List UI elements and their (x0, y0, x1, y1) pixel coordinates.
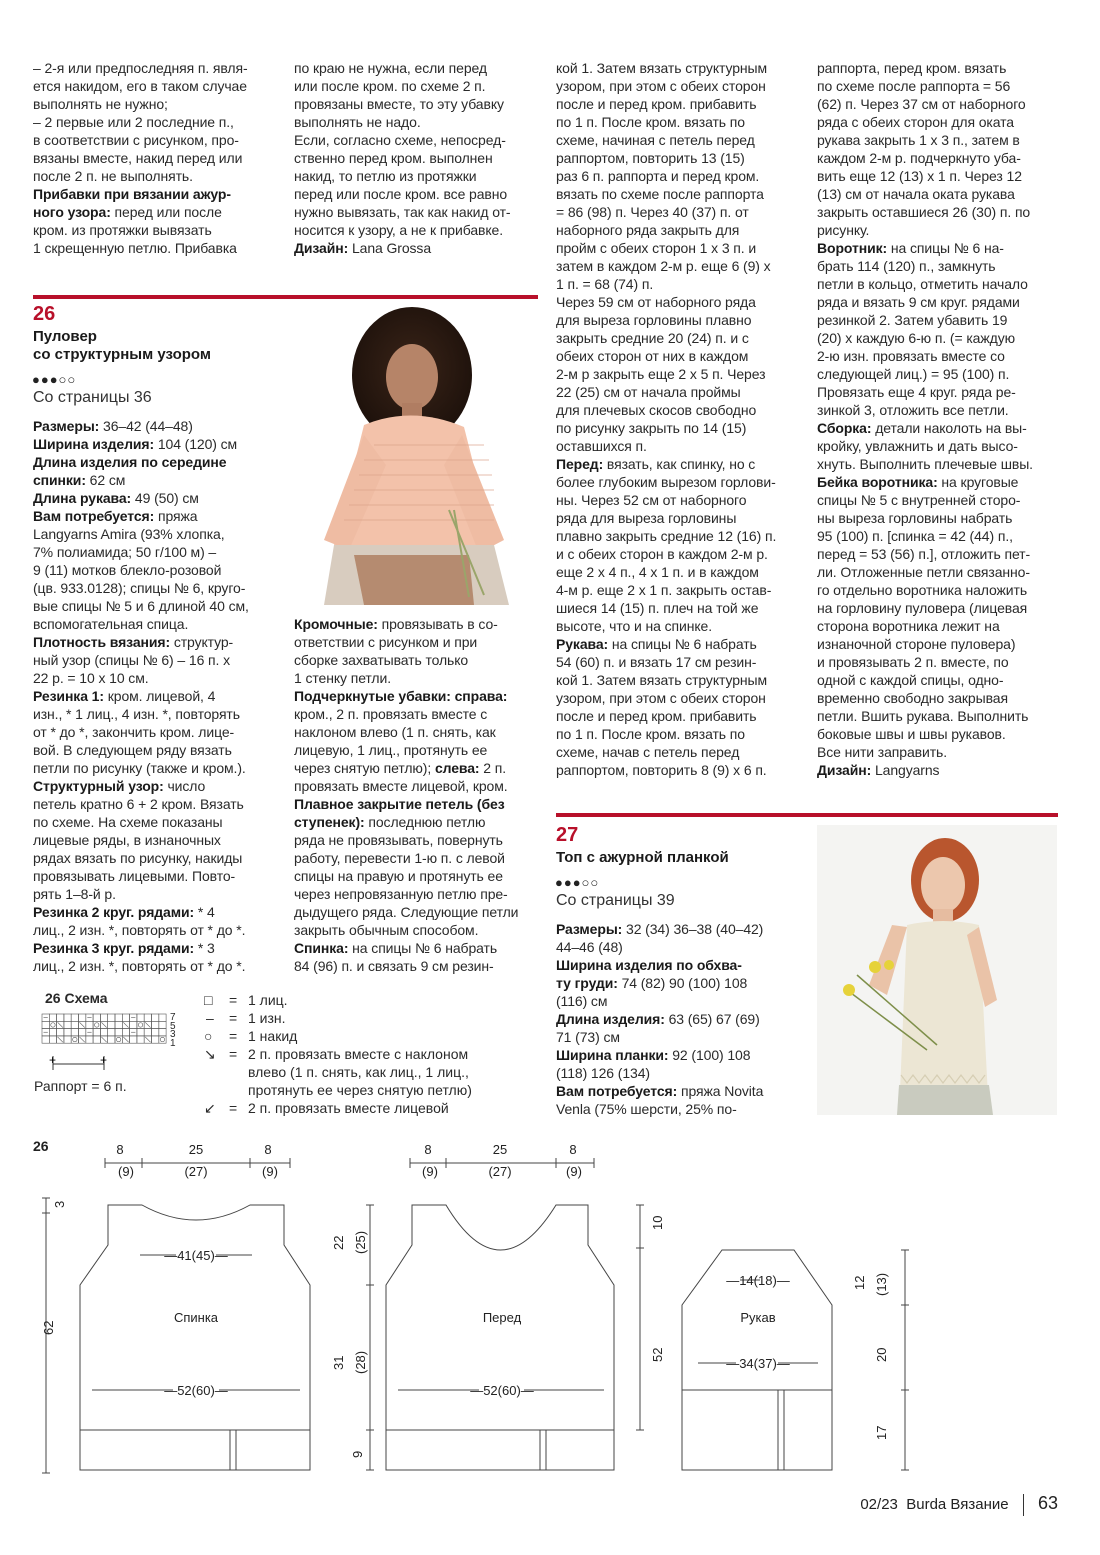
dimension-label: —52(60)— (470, 1383, 534, 1398)
dimension-label: 20 (874, 1347, 889, 1362)
text-line: Ширина изделия по обхва- (556, 957, 742, 973)
dimension-label: —34(37)— (726, 1356, 790, 1371)
text-line: 9 (11) мотков блекло-розовой (33, 562, 222, 578)
yarn-over-mark (116, 1037, 120, 1041)
chart-cell (108, 1029, 115, 1036)
text-line: петли. Вшить рукава. Выполнить (817, 708, 1029, 724)
piece-name-back: Спинка (173, 1310, 219, 1325)
chart-cell (152, 1021, 159, 1028)
chart-cell (144, 1014, 151, 1021)
photo-pullover-26 (294, 305, 538, 605)
chart-cell (152, 1029, 159, 1036)
dimension-label: (13) (874, 1272, 889, 1296)
text-line: еще 2 х 4 п., 4 х 1 п. и в каждом (556, 564, 759, 580)
text-line: носится к узору, а не к прибавке. (294, 222, 503, 238)
text-line: Ширина изделия: 104 (120) см (33, 436, 238, 452)
dimension-label: 52 (650, 1347, 665, 1362)
item-number-26: 26 (33, 303, 56, 325)
text-line: (20) х каждую 6-ю п. (= каждую (817, 330, 1015, 346)
text-line: лиц., 2 изн. *, повторять от * до *. (33, 958, 246, 974)
text-line: ступенек): последнюю петлю (294, 814, 486, 830)
text-line: ряда не провязывать, повернуть (294, 832, 503, 848)
dimension-label: (9) (422, 1164, 438, 1179)
text-line: от * до *, закончить кром. лице- (33, 724, 235, 740)
text-line: Резинка 2 круг. рядами: * 4 (33, 904, 215, 920)
scheme-title: 26 Схема (45, 990, 108, 1006)
text-line: Бейка воротника: на круговые (817, 474, 1019, 490)
text-line: плавно закрыть средние 12 (16) п. (556, 528, 777, 544)
text-line: кой 1. Затем вязать структурным (556, 60, 768, 76)
dimension-label: 3 (52, 1200, 67, 1208)
page-number: 63 (1037, 1493, 1058, 1513)
photo-top-27 (817, 825, 1057, 1115)
bold-lead: ного узора: (33, 204, 111, 220)
text-line: кой 1. Затем вязать структурным (556, 672, 768, 688)
text-line: вить еще 12 (13) х 1 п. Через 12 (817, 168, 1022, 184)
dimension-label: (27) (184, 1164, 208, 1179)
text-line: ный узор (спицы № 6) – 16 п. х (33, 652, 231, 668)
text-line: рядах вязать по рисунку, накиды (33, 850, 243, 866)
text-line: сторона воротника лежит на (817, 618, 1000, 634)
chart-cell (49, 1014, 56, 1021)
dimension-label: 8 (569, 1142, 577, 1157)
chart-cell (57, 1029, 64, 1036)
difficulty-dots-27: ●●●○○ (555, 875, 600, 890)
text-line: вязаны вместе, накид перед или (33, 150, 243, 166)
chart-cell (137, 1021, 144, 1028)
text-line: 84 (96) п. и связать 9 см резин- (294, 958, 494, 974)
text-line: Через 59 см от наборного ряда (556, 294, 756, 310)
text-line: по рисунку закрыть по 14 (15) (556, 420, 747, 436)
text-line: и провязывать 2 п. вместе, по (817, 654, 1009, 670)
text-line: спицы № 5 с внутренней сторо- (817, 492, 1021, 508)
text-line: узором, при этом с обеих сторон (556, 78, 766, 94)
text-line: выполнять не нужно; (33, 96, 168, 112)
text-line: зинкой 3, отложить все петли. (817, 402, 1009, 418)
chart-cell (64, 1021, 71, 1028)
text-line: 1 п. = 68 (74) п. (556, 276, 654, 292)
text-line: раз 6 п. раппорта и перед кром. (556, 168, 760, 184)
text-line: закрыть средние 20 (24) п. и с (556, 330, 749, 346)
chart-cell (137, 1036, 144, 1043)
text-line: Провязать еще 4 круг. ряда ре- (817, 384, 1016, 400)
text-line: нужно вывязать, так как накид от- (294, 204, 511, 220)
text-line: петли по рисунку (также и кром.). (33, 760, 246, 776)
text-line: через непровязанную петлю пре- (294, 886, 508, 902)
text-line: Langyarns Amira (93% хлопка, (33, 526, 225, 542)
text-line: высоте, что и на спинке. (556, 618, 712, 634)
chart-cell (144, 1029, 151, 1036)
text-line: Длина изделия по середине (33, 454, 227, 470)
dimension-label: 10 (650, 1215, 665, 1230)
text-line: вой. В следующем ряду вязать (33, 742, 232, 758)
text-line: боковые швы и швы рукавов. (817, 726, 1006, 742)
text-line: Сборка: детали наколоть на вы- (817, 420, 1027, 436)
design-label: Дизайн: (294, 240, 349, 256)
text-line: Резинка 1: кром. лицевой, 4 (33, 688, 216, 704)
text-line: Дизайн: Langyarns (817, 762, 940, 778)
text-line: шиеся 14 (15) п. плеч на той же (556, 600, 759, 616)
chart-cell (137, 1029, 144, 1036)
chart-cell (159, 1036, 166, 1043)
text-line: ту груди: 74 (82) 90 (100) 108 (556, 975, 748, 991)
decrease-mark (145, 1022, 150, 1027)
text-line: хнуть. Выполнить плечевые швы. (817, 456, 1033, 472)
text-line: (62) п. Через 37 см от наборного (817, 96, 1026, 112)
text-line: 1 стенку петли. (294, 670, 392, 686)
from-page-26: Со страницы 36 (33, 389, 152, 406)
chart-cell (130, 1021, 137, 1028)
yarn-over-mark (138, 1023, 142, 1027)
dimension-label: —41(45)— (164, 1248, 228, 1263)
chart-cell (159, 1014, 166, 1021)
dimension-label: (27) (488, 1164, 512, 1179)
chart-cell (71, 1021, 78, 1028)
chart-cell (115, 1036, 122, 1043)
dimension-label: 25 (188, 1142, 204, 1157)
text-line: по краю не нужна, если перед (294, 60, 487, 76)
text-line: наклоном влево (1 п. снять, как (294, 724, 496, 740)
chart-cell (86, 1021, 93, 1028)
chart-cell (93, 1029, 100, 1036)
piece-name-front: Перед (482, 1310, 522, 1325)
text-line: Резинка 3 круг. рядами: * 3 (33, 940, 215, 956)
text-line: спицы на правую и протянуть ее (294, 868, 503, 884)
chart-cell (115, 1029, 122, 1036)
text-line: по 1 п. После кром. вязать по (556, 726, 745, 742)
text-line: петель кратно 6 + 2 кром. Вязать (33, 796, 244, 812)
text-line: одной с каждой спицы, одно- (817, 672, 1004, 688)
item-title-26: Пуловер со структурным узором (33, 328, 211, 363)
text-line: лицевые ряды, в изнаночных (33, 832, 221, 848)
chart-cell (100, 1014, 107, 1021)
decrease-mark (101, 1037, 106, 1042)
text-line: ственно перед кром. выполнен (294, 150, 493, 166)
chart-cell (122, 1014, 129, 1021)
text-line: ны выреза горловины набрать (817, 510, 1013, 526)
chart-cell (122, 1029, 129, 1036)
pattern-schematics (0, 1130, 1100, 1480)
text-line: рисунку. (817, 222, 870, 238)
chart-cell (115, 1021, 122, 1028)
col1-spec-text (33, 417, 283, 975)
footer (0, 1493, 1058, 1516)
text-line: наборного ряда закрыть для (556, 222, 740, 238)
text-line: перед = 53 (56) п.], отложить пет- (817, 546, 1031, 562)
text-line: 44–46 (48) (556, 939, 623, 955)
text-line: – 2 первые или 2 последние п., (33, 114, 234, 130)
chart-cell (49, 1021, 56, 1028)
text-line: раппортом, повторить 8 (9) х 6 п. (556, 762, 767, 778)
text-line: ны. Через 52 см от наборного (556, 492, 747, 508)
text-line: Плотность вязания: структур- (33, 634, 234, 650)
bold-lead: Прибавки при вязании ажур- (33, 186, 231, 202)
col3-spec-27 (556, 920, 806, 1118)
text-line: раппортом, повторить 13 (15) (556, 150, 745, 166)
text-line: в соответствии с рисунком, про- (33, 132, 239, 148)
chart-cell (152, 1036, 159, 1043)
legend-symbol-ssk: ↘ (204, 1046, 216, 1062)
chart-cell (108, 1021, 115, 1028)
chart-cell (64, 1036, 71, 1043)
text-line: выполнять не надо. (294, 114, 421, 130)
chart-cell (115, 1014, 122, 1021)
text-line: брать 114 (120) п., замкнуть (817, 258, 996, 274)
text-line: дыдущего ряда. Следующие петли (294, 904, 519, 920)
text-line: кром., 2 п. провязать вместе с (294, 706, 488, 722)
decrease-mark (145, 1037, 150, 1042)
text-line: Плавное закрытие петель (без (294, 796, 505, 812)
text-line: ли. Отложенные петли связанно- (817, 564, 1030, 580)
yarn-over-mark (160, 1037, 164, 1041)
chart-cell (71, 1036, 78, 1043)
section-rule-27 (556, 813, 1058, 817)
text-line: Воротник: на спицы № 6 на- (817, 240, 1004, 256)
item-title-27: Топ с ажурной планкой (556, 849, 729, 866)
legend-symbol-purl: – (206, 1010, 214, 1026)
dimension-label: —14(18)— (726, 1273, 790, 1288)
decrease-mark (58, 1022, 63, 1027)
chart-cell (57, 1014, 64, 1021)
chart-cell (79, 1014, 86, 1021)
text-line: 22 (25) см от начала проймы (556, 384, 741, 400)
text-line: Venla (75% шерсти, 25% по- (556, 1101, 737, 1117)
dimension-label: 9 (350, 1450, 365, 1458)
chart-cell (100, 1029, 107, 1036)
text-line: Кромочные: провязывать в со- (294, 616, 498, 632)
legend-symbol-k2tog: ↙ (204, 1100, 216, 1116)
text-line: изн., * 1 лиц., 4 изн. *, повторять (33, 706, 240, 722)
text-line: для выреза горловины плавно (556, 312, 752, 328)
item-number-27: 27 (556, 824, 579, 846)
text-line: закрыть оставшиеся 26 (30) п. по (817, 204, 1031, 220)
text-line: раппорта, перед кром. вязать (817, 60, 1007, 76)
text-line: затем в каждом 2-м р. еще 6 (9) х (556, 258, 771, 274)
chart-cell (93, 1021, 100, 1028)
chart-cell (64, 1029, 71, 1036)
dimension-label: 62 (41, 1320, 56, 1335)
chart-cell (93, 1014, 100, 1021)
text-line: после и перед кром. прибавить (556, 96, 757, 112)
text-line: узором, при этом с обеих сторон (556, 690, 766, 706)
text-line: – 2-я или предпоследняя п. явля- (33, 60, 248, 76)
text-line: Ширина планки: 92 (100) 108 (556, 1047, 751, 1063)
col4-text (817, 59, 1067, 779)
text-line: более глубоким вырезом горлови- (556, 474, 776, 490)
text-line: или после кром. по схеме 2 п. (294, 78, 486, 94)
footer-brand: Burda Вязание (906, 1496, 1009, 1513)
text-line: оставшихся п. (556, 438, 647, 454)
col3-text (556, 59, 806, 779)
text-line: 2-м р закрыть еще 2 х 5 п. Через (556, 366, 766, 382)
decrease-mark (123, 1037, 128, 1042)
text-line: провязывать лицевыми. Повто- (33, 868, 236, 884)
chart-cell (108, 1014, 115, 1021)
text-line: (116) см (556, 993, 608, 1009)
text-line: вспомогательная спица. (33, 616, 189, 632)
text-line: временно свободно закрывая (817, 690, 1008, 706)
text-line: сборке захватывать только (294, 652, 469, 668)
text-line: (118) 126 (134) (556, 1065, 650, 1081)
chart-cell (130, 1036, 137, 1043)
chart-cell (108, 1036, 115, 1043)
rapport-label: Раппорт = 6 п. (34, 1078, 127, 1094)
text-line: и с обеих сторон в каждом 2-м р. (556, 546, 768, 562)
section-rule-26 (33, 295, 538, 299)
dimension-label: 31 (331, 1355, 346, 1370)
text-line: после и перед кром. прибавить (556, 708, 757, 724)
text-line: по схеме. На схеме показаны (33, 814, 223, 830)
decrease-mark (80, 1037, 85, 1042)
text-line: го отдельно воротника наложить (817, 582, 1028, 598)
text-line: Длина изделия: 63 (65) 67 (69) (556, 1011, 760, 1027)
decrease-mark (123, 1022, 128, 1027)
chart-cell (71, 1014, 78, 1021)
text-line: по 1 п. После кром. вязать по (556, 114, 745, 130)
text-line: рять 1–8-й р. (33, 886, 116, 902)
text-line: (13) см от начала оката рукава (817, 186, 1015, 202)
dimension-label: 22 (331, 1235, 346, 1250)
chart-cell (42, 1021, 49, 1028)
chart-cell (71, 1029, 78, 1036)
dimension-label: 8 (264, 1142, 272, 1157)
dimension-label: (28) (353, 1350, 368, 1374)
text-line: 95 (100) п. [спинка = 42 (44) п., (817, 528, 1013, 544)
yarn-over-mark (95, 1023, 99, 1027)
decrease-mark (58, 1037, 63, 1042)
dimension-label: —52(60)— (164, 1383, 228, 1398)
text-line: пройм с обеих сторон 1 х 3 п. и (556, 240, 757, 256)
chart-cell (86, 1036, 93, 1043)
legend-symbol-knit: □ (204, 992, 213, 1008)
text-line: вязать по схеме после раппорта (556, 186, 764, 202)
col1-top-text: – 2-я или предпоследняя п. явля- ется накидом, его в таком случае выполнять не нужно; – 2 первые или 2 последние п., в соответствии с рисунком, про- вязаны вместе, накид перед или после 2 п. не выполнять. Прибавки при вязании ажур- ного узора: перед или после кром. из протяжки вывязать 1 скрещенную петлю. Прибавка (33, 59, 283, 257)
text-line: петли в кольцо, отметить начало (817, 276, 1028, 292)
text-line: ется накидом, его в таком случае (33, 78, 247, 94)
text-line: Размеры: 36–42 (44–48) (33, 418, 193, 434)
col2-mid-text (294, 615, 544, 975)
text-line: закрыть обычным способом. (294, 922, 479, 938)
text-line: Все нити заправить. (817, 744, 947, 760)
from-page-27: Со страницы 39 (556, 892, 675, 909)
text-line: резинкой 2. Затем убавить 19 (817, 312, 1008, 328)
text-line: Спинка: на спицы № 6 набрать (294, 940, 498, 956)
dimension-label: (9) (118, 1164, 134, 1179)
dimension-label: 12 (852, 1275, 867, 1290)
dimension-label: (9) (262, 1164, 278, 1179)
text-line: обеих сторон от них в каждом (556, 348, 749, 364)
text-line: Структурный узор: число (33, 778, 206, 794)
text-line: вые спицы № 5 и 6 длиной 40 см, (33, 598, 249, 614)
text-line: каждом 2-м р. подчеркнуто уба- (817, 150, 1021, 166)
yarn-over-mark (73, 1037, 77, 1041)
text-line: на горловину пуловера (лицевая (817, 600, 1028, 616)
footer-issue: 02/23 (860, 1496, 898, 1513)
col2-top-text (294, 59, 544, 257)
text-line: после 2 п. не выполнять. (33, 168, 193, 184)
text-line: 54 (60) п. и вязать 17 см резин- (556, 654, 757, 670)
chart-cell (152, 1014, 159, 1021)
text-line: лицевую, 1 лиц., протянуть ее (294, 742, 488, 758)
piece-name-sleeve: Рукав (740, 1310, 776, 1325)
text-line: следующей лиц.) = 95 (100) п. (817, 366, 1010, 382)
text-line: Размеры: 32 (34) 36–38 (40–42) (556, 921, 764, 937)
dimension-label: 25 (492, 1142, 508, 1157)
text-line: работу, перевести 1-ю п. с левой (294, 850, 505, 866)
text-line: ряда и вязать 9 см круг. рядами (817, 294, 1020, 310)
chart-cell (49, 1036, 56, 1043)
dimension-label: 17 (874, 1425, 889, 1440)
text-line: кройку, увлажнить и дать высо- (817, 438, 1018, 454)
chart-cell (159, 1021, 166, 1028)
text-line: накид, то петлю из протяжки (294, 168, 477, 184)
difficulty-dots-26: ●●●○○ (32, 372, 77, 387)
text-line: провязаны вместе, то эту убавку (294, 96, 504, 112)
text-line: Подчеркнутые убавки: справа: (294, 688, 508, 704)
text-line: схеме, начав с петель перед (556, 744, 740, 760)
dimension-label: 8 (424, 1142, 432, 1157)
text-line: перед или после кром. все равно (294, 186, 508, 202)
text-line: по схеме после раппорта = 56 (817, 78, 1011, 94)
design-value: Lana Grossa (348, 240, 432, 256)
text-line: рукава закрыть 1 х 3 п., затем в (817, 132, 1020, 148)
text-line: 71 (73) см (556, 1029, 620, 1045)
text-line: 2-ю изн. провязать вместе со (817, 348, 1005, 364)
decrease-mark (101, 1022, 106, 1027)
decrease-mark (80, 1022, 85, 1027)
text-line: провязать вместе лицевой, кром. (294, 778, 508, 794)
pattern-label: 26 (33, 1138, 49, 1154)
chart-cell (93, 1036, 100, 1043)
text-line: 7% полиамида; 50 г/100 м) – (33, 544, 217, 560)
text-line: ряда для выреза горловины (556, 510, 737, 526)
row-numbers: 7 5 3 1 (170, 1012, 176, 1049)
text-line: через снятую петлю); слева: 2 п. (294, 760, 507, 776)
text-line: Вам потребуется: пряжа Novita (556, 1083, 764, 1099)
text-line: для плечевых скосов свободно (556, 402, 757, 418)
text-line: (цв. 933.0128); спицы № 6, круго- (33, 580, 246, 596)
chart-cell (137, 1014, 144, 1021)
chart-cell (159, 1029, 166, 1036)
legend-symbol-yarnover: ○ (204, 1028, 213, 1044)
text-line: 4-м р. еще 2 х 1 п. закрыть остав- (556, 582, 772, 598)
dimension-label: 8 (116, 1142, 124, 1157)
text-line: 22 р. = 10 х 10 см. (33, 670, 149, 686)
chart-cell (64, 1014, 71, 1021)
text-line: Если, согласно схеме, непосред- (294, 132, 506, 148)
text-line: Длина рукава: 49 (50) см (33, 490, 199, 506)
chart-cell (79, 1029, 86, 1036)
chart-cell (49, 1029, 56, 1036)
dimension-label: (9) (566, 1164, 582, 1179)
svg-text:+: + (49, 1053, 57, 1067)
yarn-over-mark (51, 1023, 55, 1027)
text-line: Перед: вязать, как спинку, но с (556, 456, 756, 472)
dimension-label: (25) (353, 1230, 368, 1254)
text-line: ряда с обеих сторон для оката (817, 114, 1014, 130)
text-line: изнаночной стороне пуловера) (817, 636, 1016, 652)
text-line: лиц., 2 изн. *, повторять от * до *. (33, 922, 246, 938)
text-line: спинки: 62 см (33, 472, 126, 488)
text-line: схеме, начиная с петель перед (556, 132, 755, 148)
text-line: Рукава: на спицы № 6 набрать (556, 636, 757, 652)
text-line: Вам потребуется: пряжа (33, 508, 198, 524)
text-line: ответствии с рисунком и при (294, 634, 478, 650)
svg-text:+: + (100, 1053, 108, 1067)
chart-cell (42, 1036, 49, 1043)
text-line: = 86 (98) п. Через 40 (37) п. от (556, 204, 749, 220)
